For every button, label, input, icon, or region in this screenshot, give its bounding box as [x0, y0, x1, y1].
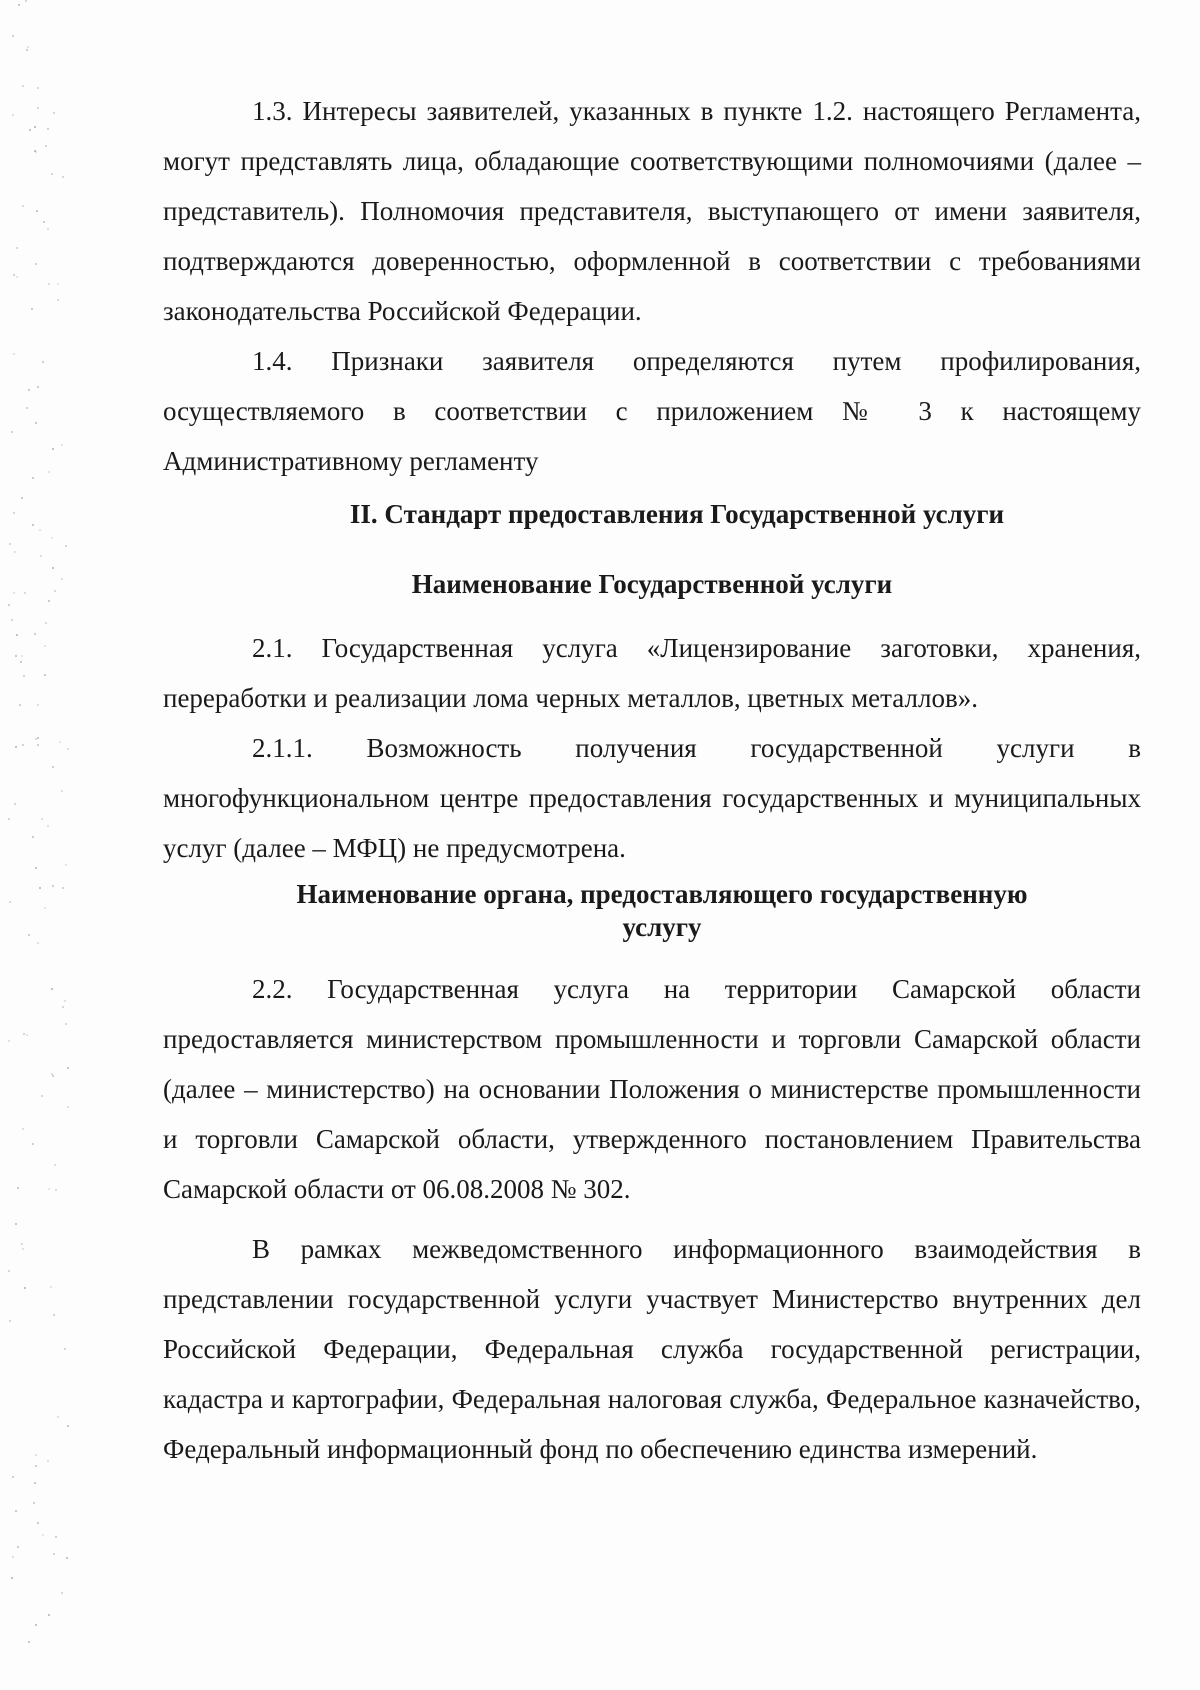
paragraph-1-4: 1.4. Признаки заявителя определяются путем профилирования, осуществляемого в соответствии с приложением № 3 к настоящему Административному регламенту	[163, 346, 1141, 476]
scan-speckle	[22, 1248, 24, 1250]
scan-speckle	[29, 129, 31, 131]
service-name-heading: Наименование Государственной услуги	[411, 569, 893, 599]
scan-speckle	[37, 744, 39, 746]
scan-speckle	[24, 592, 26, 594]
scan-speckle	[47, 128, 49, 130]
scan-speckle	[13, 274, 15, 276]
scan-speckle	[53, 1553, 55, 1555]
scan-speckle	[19, 704, 21, 706]
scan-speckle	[37, 107, 39, 109]
scan-speckle	[22, 85, 24, 87]
scan-speckle	[44, 645, 46, 647]
scan-speckle	[45, 622, 47, 624]
scan-speckle	[15, 746, 17, 748]
scan-speckle	[22, 744, 24, 746]
scan-speckle	[11, 619, 13, 621]
scan-speckle	[26, 1034, 28, 1036]
scan-speckle	[54, 590, 56, 592]
scan-speckle	[33, 1502, 35, 1504]
scan-speckle	[54, 1164, 56, 1166]
scan-speckle	[32, 1143, 34, 1145]
document-body	[163, 86, 1141, 1474]
scan-speckle	[28, 1641, 30, 1643]
scan-speckle	[28, 934, 30, 936]
scan-speckle	[42, 361, 44, 363]
scan-speckle	[52, 448, 54, 450]
scan-speckle	[37, 1522, 39, 1524]
scan-speckle	[57, 1416, 59, 1418]
scan-speckle	[43, 221, 45, 223]
scan-speckle	[41, 818, 43, 820]
scan-speckle	[66, 1557, 68, 1559]
scan-speckle	[13, 512, 15, 514]
scan-speckle	[9, 543, 11, 545]
scan-speckle	[52, 885, 54, 887]
scan-speckle	[35, 1465, 37, 1467]
scan-speckle	[35, 738, 37, 740]
scan-speckle	[62, 1006, 64, 1008]
scan-speckle	[25, 0, 27, 2]
scan-speckle	[17, 1546, 19, 1548]
scan-speckle	[65, 545, 67, 547]
scan-speckle	[35, 867, 37, 869]
scan-speckle	[37, 87, 39, 89]
scan-noise	[8, 0, 78, 1690]
scan-speckle	[34, 150, 36, 152]
scan-speckle	[22, 1128, 24, 1130]
scan-speckle	[65, 1023, 67, 1025]
scan-speckle	[16, 247, 18, 249]
scan-speckle	[18, 4, 20, 6]
scan-speckle	[37, 704, 39, 706]
scan-speckle	[48, 471, 50, 473]
scan-speckle	[67, 1425, 69, 1427]
scan-speckle	[48, 1614, 50, 1616]
scan-speckle	[8, 604, 10, 606]
scan-speckle	[11, 1577, 13, 1579]
scan-speckle	[61, 1592, 63, 1594]
scan-speckle	[27, 46, 29, 48]
scan-speckle	[51, 988, 53, 990]
scan-speckle	[52, 766, 54, 768]
scan-speckle	[64, 1000, 66, 1002]
scan-speckle	[51, 537, 53, 539]
scan-speckle	[48, 600, 50, 602]
scan-speckle	[52, 567, 54, 569]
scan-speckle	[12, 1556, 14, 1558]
scan-speckle	[32, 477, 34, 479]
scan-speckle	[32, 836, 34, 838]
authority-heading-line-2: услугу	[622, 912, 702, 942]
scan-speckle	[11, 431, 13, 433]
scan-speckle	[15, 655, 17, 657]
scan-speckle	[65, 864, 67, 866]
scan-speckle	[23, 1033, 25, 1035]
scan-speckle	[40, 555, 42, 557]
scan-speckle	[26, 407, 28, 409]
scan-speckle	[39, 887, 41, 889]
scan-speckle	[21, 655, 23, 657]
scan-speckle	[8, 1270, 10, 1272]
scan-speckle	[34, 633, 36, 635]
scan-speckle	[14, 551, 16, 553]
scan-speckle	[35, 263, 37, 265]
scan-speckle	[48, 1188, 50, 1190]
scan-speckle	[34, 126, 36, 128]
scan-speckle	[17, 1187, 19, 1189]
scan-speckle	[14, 803, 16, 805]
scan-speckle	[61, 790, 63, 792]
paragraph-1-3: 1.3. Интересы заявителей, указанных в пункте 1.2. настоящего Регламента, могут представлять лица, обладающие соответствующими полномочиями (далее – представитель). Полномочия представителя, выступающего от имени заявителя, подтверждаются доверенностью, оформленной в соответствии с требованиями законодательства Российской Федерации.	[163, 96, 1141, 326]
scan-speckle	[39, 529, 41, 531]
scan-speckle	[37, 386, 39, 388]
scan-speckle	[51, 173, 53, 175]
scan-speckle	[16, 276, 18, 278]
scan-speckle	[61, 444, 63, 446]
scan-speckle	[44, 907, 46, 909]
scan-speckle	[53, 112, 55, 114]
scan-speckle	[12, 1476, 14, 1478]
scan-speckle	[35, 1624, 37, 1626]
scan-speckle	[16, 634, 18, 636]
scan-speckle	[21, 1243, 23, 1245]
scan-speckle	[47, 228, 49, 230]
scan-speckle	[55, 1189, 57, 1191]
scan-speckle	[48, 283, 50, 285]
scan-speckle	[8, 818, 10, 820]
scan-speckle	[26, 49, 28, 51]
scan-speckle	[12, 35, 14, 37]
scan-speckle	[36, 210, 38, 212]
scan-speckle	[62, 176, 64, 178]
scan-speckle	[22, 205, 24, 207]
scan-speckle	[53, 1314, 55, 1316]
scan-speckle	[55, 1536, 57, 1538]
scan-speckle	[47, 825, 49, 827]
scan-speckle	[41, 1095, 43, 1097]
scan-speckle	[59, 741, 61, 743]
scan-speckle	[24, 1287, 26, 1289]
scan-speckle	[13, 592, 15, 594]
scan-speckle	[28, 389, 30, 391]
scan-speckle	[61, 578, 63, 580]
scan-speckle	[67, 1067, 69, 1069]
authority-heading-line-1: Наименование органа, предоставляющего государственную	[296, 879, 1028, 909]
scan-speckle	[32, 524, 34, 526]
scan-speckle	[20, 661, 22, 663]
scan-speckle	[50, 1286, 52, 1288]
scan-speckle	[67, 1106, 69, 1108]
paragraph-2-1-1: 2.1.1. Возможность получения государственной услуги в многофункциональном центре предоставления государственных и муниципальных услуг (далее – МФЦ) не предусмотрена.	[163, 733, 1141, 863]
scan-speckle	[15, 1223, 17, 1225]
scan-speckle	[57, 283, 59, 285]
paragraph-2-2-interagency: В рамках межведомственного информационного взаимодействия в представлении государственной услуги участвует Министерство внутренних дел Российской Федерации, Федеральная служба государственной регистрации, кадастра и картографии, Федеральная налоговая служба, Федеральное казначейство, Федеральный информационный фонд по обеспечению единства измерений.	[163, 1234, 1141, 1464]
scan-speckle	[35, 422, 37, 424]
section-heading: II. Стандарт предоставления Государственной услуги	[349, 499, 1005, 529]
scan-speckle	[12, 114, 14, 116]
scan-speckle	[35, 1454, 37, 1456]
paragraph-2-1: 2.1. Государственная услуга «Лицензирование заготовки, хранения, переработки и реализации лома черных металлов, цветных металлов».	[163, 633, 1141, 713]
scan-speckle	[35, 151, 37, 153]
scan-speckle	[47, 1460, 49, 1462]
scan-speckle	[51, 1073, 53, 1075]
scan-speckle	[62, 887, 64, 889]
scan-speckle	[67, 748, 69, 750]
scan-speckle	[15, 1510, 17, 1512]
scan-speckle	[21, 497, 23, 499]
scan-speckle	[44, 674, 46, 676]
scan-speckle	[57, 299, 59, 301]
scan-speckle	[31, 308, 33, 310]
scan-speckle	[52, 1075, 54, 1077]
scan-speckle	[9, 1320, 11, 1322]
scan-speckle	[37, 737, 39, 739]
scan-speckle	[42, 1534, 44, 1536]
scan-speckle	[9, 901, 11, 903]
scan-speckle	[13, 353, 15, 355]
scan-speckle	[45, 145, 47, 147]
scan-speckle	[64, 1348, 66, 1350]
paragraph-2-2: 2.2. Государственная услуга на территории Самарской области предоставляется министерством промышленности и торговли Самарской области (далее – министерство) на основании Положения о министерстве промышленности и торговли Самарской области, утвержденного постановлением Правительства Самарской области от 06.08.2008 № 302.	[163, 974, 1141, 1204]
scan-speckle	[37, 942, 39, 944]
scan-speckle	[23, 675, 25, 677]
authority-heading	[163, 878, 1141, 944]
scan-speckle	[8, 1040, 10, 1042]
scan-speckle	[34, 1482, 36, 1484]
